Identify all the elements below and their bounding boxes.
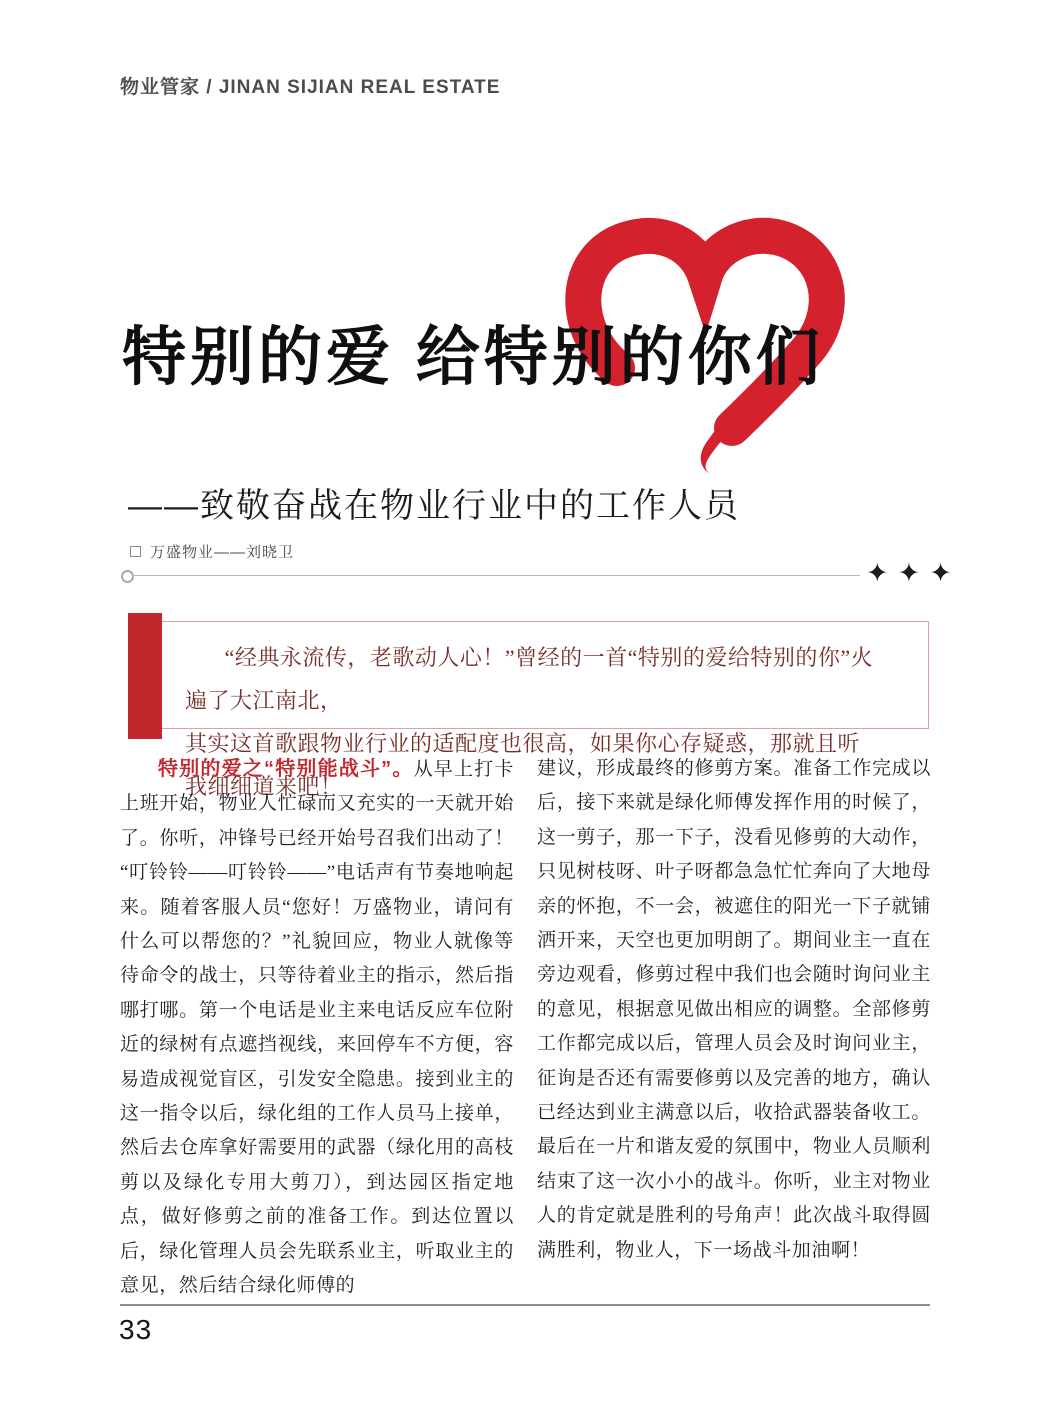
byline bbox=[130, 541, 294, 562]
page-subtitle: ——致敬奋战在物业行业中的工作人员 bbox=[128, 487, 740, 525]
sparkle-icons bbox=[866, 558, 961, 589]
sparkle-icon: ✦ bbox=[897, 558, 930, 588]
square-bullet-icon bbox=[130, 546, 141, 557]
page-title: 特别的爱 给特别的你们 bbox=[122, 321, 824, 393]
footer-divider bbox=[120, 1304, 930, 1306]
quote-line-2: 其实这首歌跟物业行业的适配度也很高，如果你心存疑惑，那就且听我细细道来吧！ bbox=[185, 731, 861, 799]
article-column-right bbox=[537, 752, 931, 1268]
article-column-left bbox=[120, 752, 514, 1304]
byline-text: 万盛物业——刘晓卫 bbox=[150, 544, 295, 561]
article-text-left: 从早上打卡上班开始，物业人忙碌而又充实的一天就开始了。你听，冲锋号已经开始号召我们出动了！“叮铃铃——叮铃铃——”电话声有节奏地响起来。随着客服人员“您好！万盛物业，请问有什么可以帮您的？”礼貌回应，物业人就像等待命令的战士，只等待着业主的指示，然后指哪打哪。第一个电话是业主来电话反应车位附近的绿树有点遮挡视线，来回停车不方便，容易造成视觉盲区，引发安全隐患。接到业主的这一指令以后，绿化组的工作人员马上接单，然后去仓库拿好需要用的武器（绿化用的高枝剪以及绿化专用大剪刀），到达园区指定地点，做好修剪之前的准备工作。到达位置以后，绿化管理人员会先联系业主，听取业主的意见，然后结合绿化师傅的 bbox=[120, 759, 514, 1297]
page-number: 33 bbox=[119, 1314, 153, 1345]
quote-line-1: “经典永流传，老歌动人心！”曾经的一首“特别的爱给特别的你”火遍了大江南北， bbox=[185, 645, 874, 713]
sparkle-icon: ✦ bbox=[929, 558, 961, 588]
divider-circle-icon bbox=[121, 570, 134, 583]
quote-accent-bar bbox=[128, 613, 162, 739]
page-header: 物业管家 / JINAN SIJIAN REAL ESTATE bbox=[120, 77, 501, 98]
divider-line bbox=[133, 575, 860, 576]
article-lead-in: 特别的爱之“特别能战斗”。 bbox=[158, 758, 414, 780]
article-text-right: 建议，形成最终的修剪方案。准备工作完成以后，接下来就是绿化师傅发挥作用的时候了，这一剪子，那一下子，没看见修剪的大动作，只见树枝呀、叶子呀都急急忙忙奔向了大地母亲的怀抱，不一会，被遮住的阳光一下子就铺洒开来，天空也更加明朗了。期间业主一直在旁边观看，修剪过程中我们也会随时询问业主的意见，根据意见做出相应的调整。全部修剪工作都完成以后，管理人员会及时询问业主，征询是否还有需要修剪以及完善的地方，确认已经达到业主满意以后，收拾武器装备收工。最后在一片和谐友爱的氛围中，物业人员顺利结束了这一次小小的战斗。你听，业主对物业人的肯定就是胜利的号角声！此次战斗取得圆满胜利，物业人，下一场战斗加油啊！ bbox=[537, 758, 931, 1261]
sparkle-icon: ✦ bbox=[866, 558, 898, 588]
